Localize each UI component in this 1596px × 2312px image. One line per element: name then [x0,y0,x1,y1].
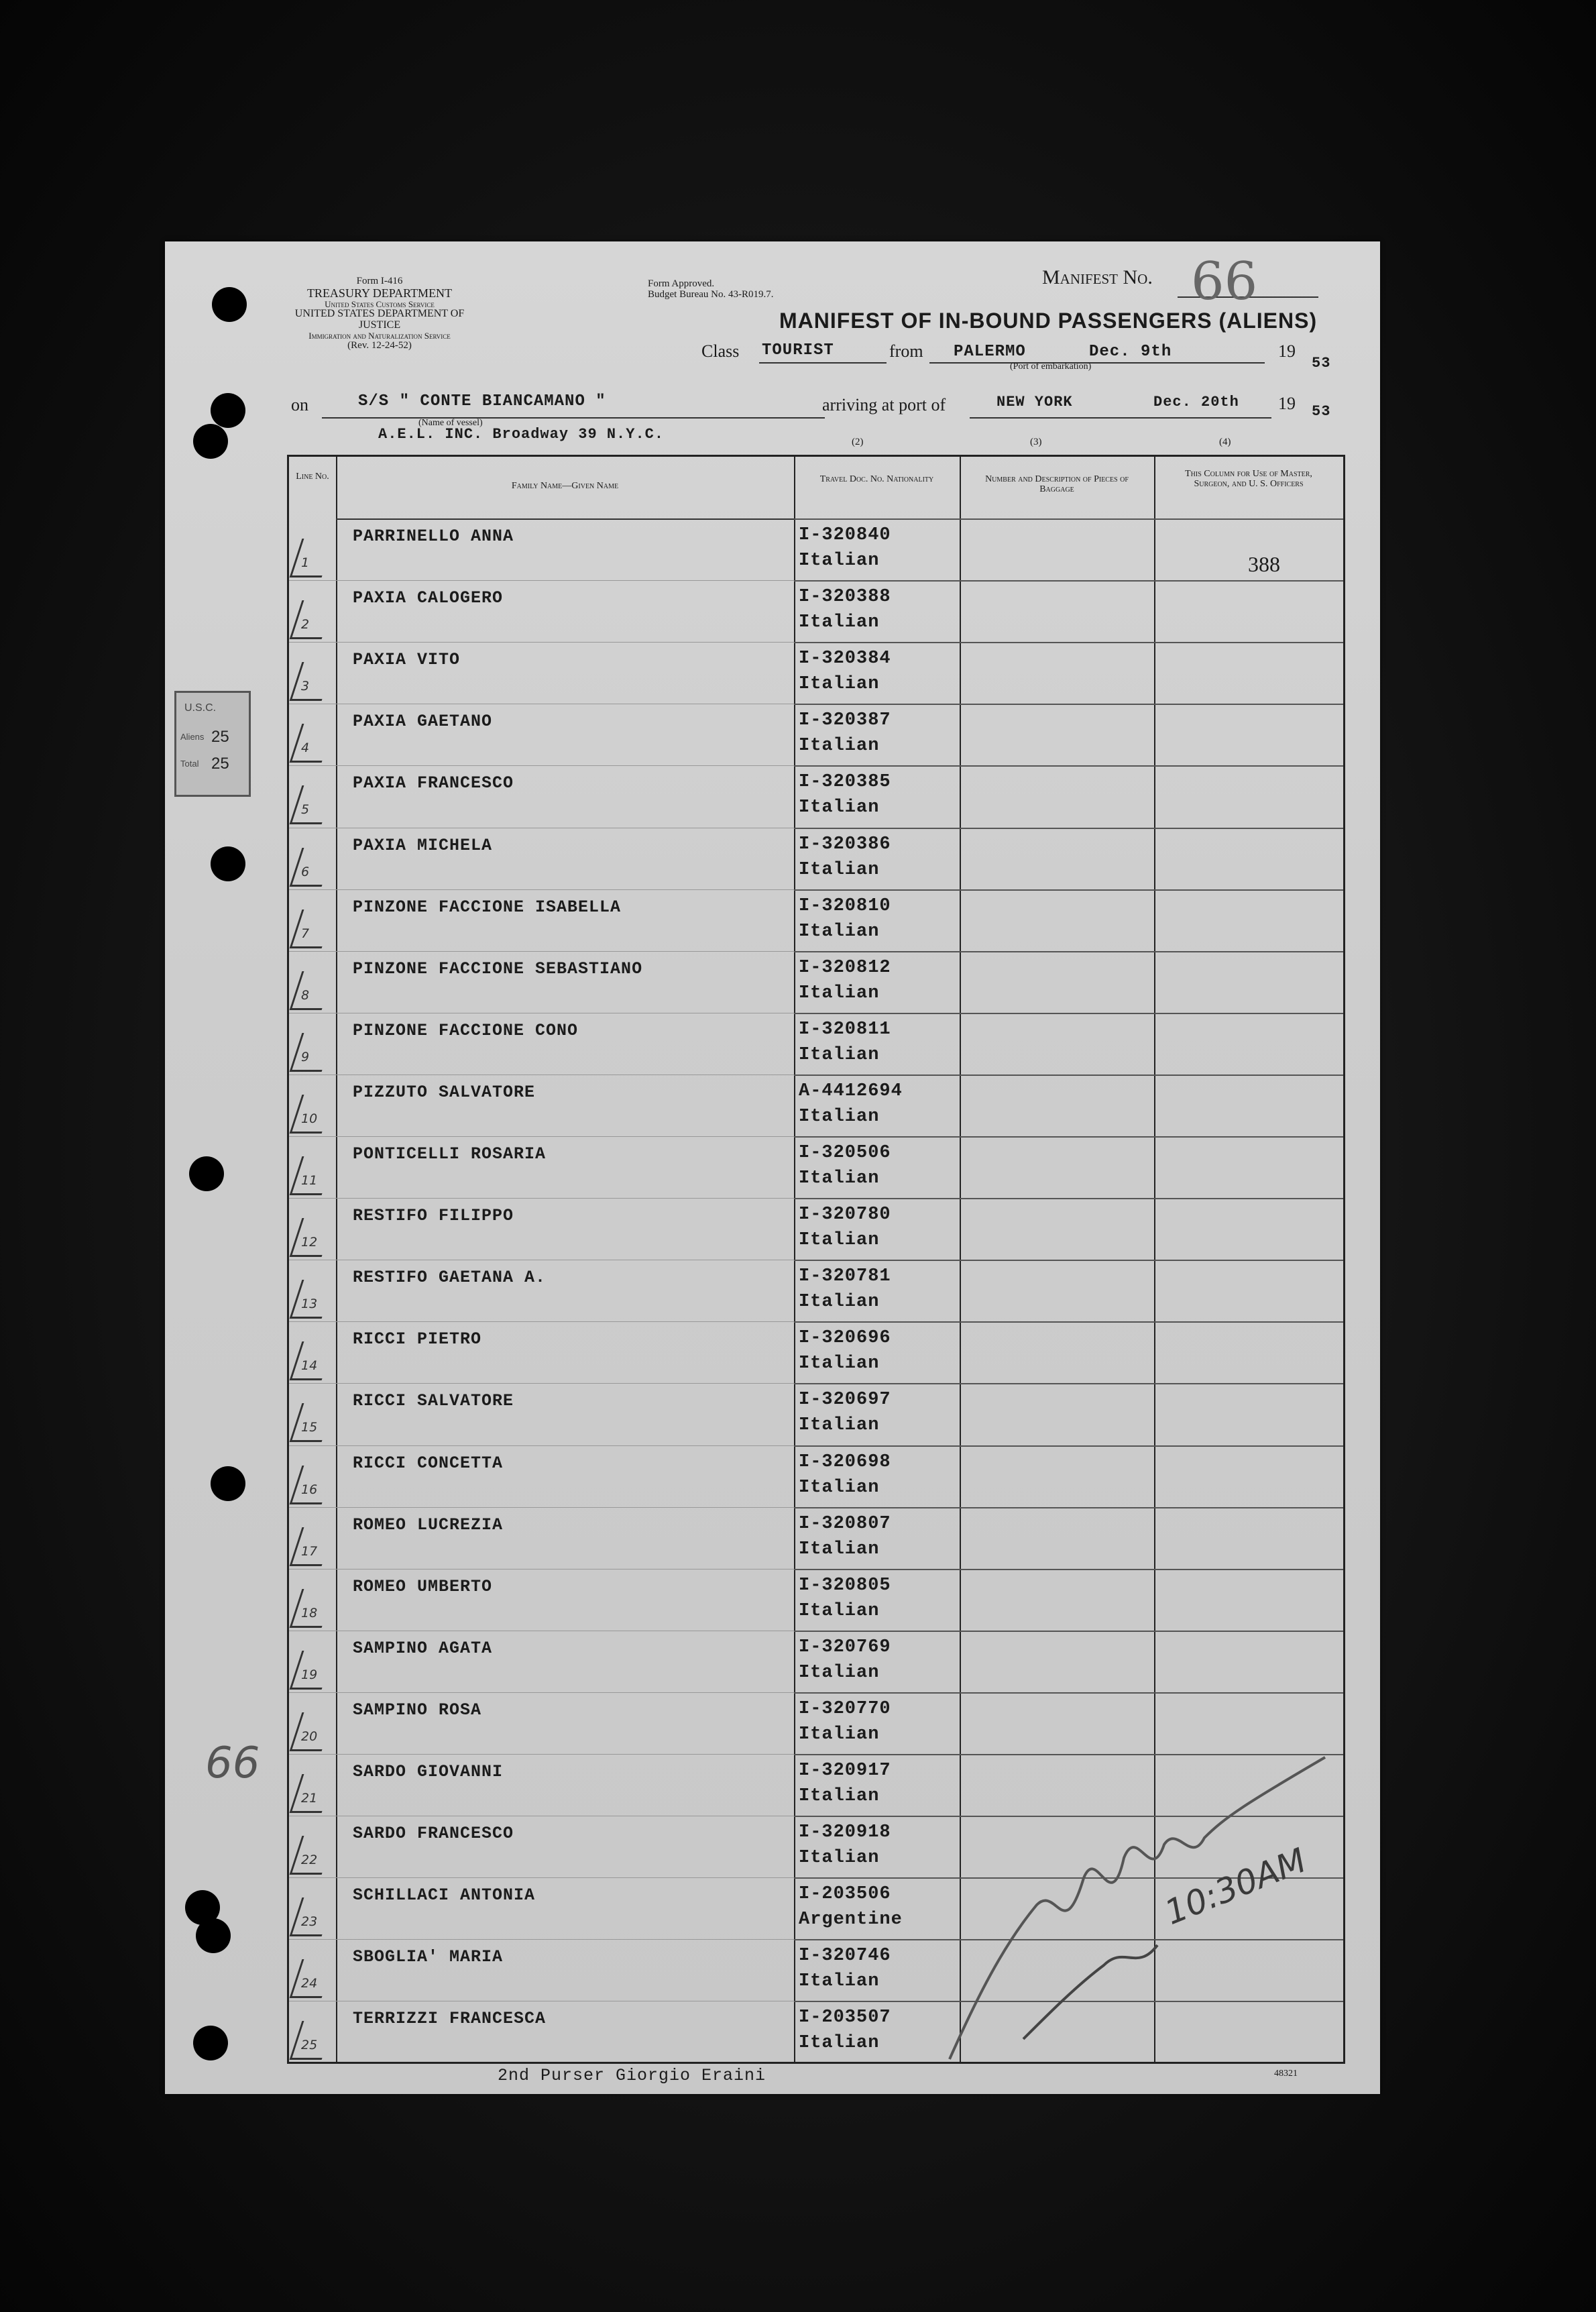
travel-doc-number: I-320805 [799,1575,891,1596]
col-header-officers: This Column for Use of Master, Surgeon, and U. S. Officers [1185,469,1312,490]
travel-doc-number: I-203506 [799,1884,891,1905]
manifest-no-label: Manifest No. [1042,266,1153,288]
nationality: Italian [799,1292,880,1313]
table-row [289,889,1343,952]
check-mark-icon [290,539,335,577]
travel-doc-number: I-320387 [799,710,891,731]
nationality: Italian [799,797,880,818]
table-row [289,1383,1343,1445]
form-number: Form I-416 [356,276,403,286]
col-header-travel-doc: Travel Doc. No. Nationality [819,474,934,484]
nationality: Italian [799,1106,880,1127]
binder-hole [211,393,245,428]
col-header-baggage: Number and Description of Pieces of Baggage [985,474,1129,495]
table-row [289,642,1343,704]
line-number: 8 [301,987,310,1003]
line-number: 6 [301,864,310,879]
line-number: 10 [301,1111,318,1126]
line-number: 25 [301,2038,318,2053]
check-mark-icon [290,600,335,639]
travel-doc-number: I-320780 [799,1205,891,1225]
table-row [289,828,1343,890]
line-number: 2 [301,617,310,632]
passenger-name: PAXIA FRANCESCO [353,773,514,793]
col-num-3: (3) [1030,437,1042,447]
year-prefix: 19 [1278,341,1296,361]
binder-hole [211,1466,245,1501]
line-number: 9 [301,1049,310,1064]
check-mark-icon [290,910,335,948]
table-row [289,951,1343,1013]
line-number: 22 [301,1853,318,1868]
travel-doc-number: I-320388 [799,587,891,608]
line-number: 19 [301,1667,318,1682]
table-row [289,1569,1343,1631]
check-mark-icon [290,662,335,701]
travel-doc-number: I-203507 [799,2007,891,2028]
revision-date: (Rev. 12-24-52) [347,339,412,351]
customs-service: United States Customs Service [325,298,435,309]
port-of-embarkation: PALERMO [954,343,1026,361]
line-number: 14 [301,1358,318,1374]
travel-doc-number: I-320385 [799,772,891,793]
justice-dept: UNITED STATES DEPARTMENT OF JUSTICE [294,308,465,331]
nationality: Italian [799,736,880,757]
year-embark: 53 [1312,355,1331,372]
passenger-name: PAXIA MICHELA [353,835,493,855]
travel-doc-number: I-320812 [799,957,891,978]
line-number: 3 [301,679,310,694]
manifest-page: Form I-416 TREASURY DEPARTMENT United States Customs Service UNITED STATES DEPARTMENT OF JUSTICE Immigration and Naturalization Service (Rev. 12-24-52) Form Approved. Budget Bureau No. 43-R019.7. Manifest No. 66 MANIFEST OF IN-BOUND PASSENGERS (ALIENS) Class TOURIST from PALERMO Dec. 9th (Port of embarkation) 19 53 on S/S " CONTE BIANCAMANO " (Name of vessel) arriving at port of NEW YORK Dec. 20th 19 53 A.E.L. INC. Broadway 39 N.Y.C. (2) (3) (4) Line No. Family Name—Given Name Travel Doc. No. Nationality Number and Description of Pieces of Baggage This Column for Use of Master, Surgeon, and U. S. Officers 1 PARRINELLO ANNA I-320840 Italian 2 PAXIA CALOGERO I-320388 Italian 3 PAXIA VITO I-320384 Italian 4 PAXIA GAETANO I-320387 Italian 5 PAXIA FRANCESCO I-320385 Italian 6 PAXIA MICHELA I-320386 Italian 7 PINZONE FACCIONE ISABELLA I-320810 Italian 8 PINZONE FACCIONE SEBASTIANO I-320812 Italian 9 PINZONE FACCIONE CONO I-320811 Italian 10 PIZZUTO SALVATORE A-4412694 Italian 11 PONTICELLI ROSARIA I-320506 Italian 12 RESTIFO FILIPPO I-320780 Italian 13 RESTIFO GAETANA A. I-320781 Italian 14 RICCI PIETRO I-320696 Italian 15 RICCI SALVATORE I-320697 Italian 16 RICCI CONCETTA I-320698 Italian 17 ROMEO LUCREZIA I-320807 Italian 18 ROMEO UMBERTO I-320805 Italian 19 SAMPINO AGATA I-320769 Italian 20 SAMPINO ROSA I-320770 Italian 21 SARDO GIOVANNI I-320917 Italian 22 SARDO FRANCESCO I-320918 Italian 23 SCHILLACI ANTONIA I-203506 Argentine 24 SBOGLIA' MARIA I-320746 Italian 25 TERRIZZI FRANCESCA I-203507 Italian 388 U.S.C. Aliens 25 Total 25 66 10:30AM 2nd Purser Giorgio Eraini 48321 [165,241,1380,2094]
passenger-name: RICCI SALVATORE [353,1391,514,1411]
check-mark-icon [290,1033,335,1072]
table-row [289,518,1343,581]
arrival-date: Dec. 20th [1153,394,1239,410]
margin-number: 66 [205,1739,260,1788]
table-row [289,1260,1343,1322]
passenger-name: PIZZUTO SALVATORE [353,1082,536,1102]
line-number: 5 [301,802,310,818]
travel-doc-number: I-320917 [799,1761,891,1781]
passenger-name: RICCI PIETRO [353,1329,482,1350]
passenger-name: RICCI CONCETTA [353,1453,504,1473]
passenger-name: SCHILLACI ANTONIA [353,1885,536,1906]
table-row [289,1631,1343,1693]
nationality: Italian [799,1415,880,1436]
vessel-caption: (Name of vessel) [418,418,483,428]
form-header-left [279,276,480,351]
line-number: 7 [301,926,310,941]
arrival-port: NEW YORK [996,394,1073,410]
binder-hole [196,1918,231,1953]
line-number: 11 [301,1173,318,1188]
check-mark-icon [290,848,335,887]
on-label: on [291,395,308,415]
passenger-name: SAMPINO ROSA [353,1700,482,1720]
ins-service: Immigration and Naturalization Service [308,330,451,341]
embark-caption: (Port of embarkation) [1010,362,1092,372]
nationality: Italian [799,1848,880,1869]
table-row [289,1445,1343,1508]
line-number: 20 [301,1728,318,1744]
line-number: 23 [301,1914,318,1930]
nationality: Italian [799,859,880,880]
class-label: Class [701,341,740,361]
passenger-name: PONTICELLI ROSARIA [353,1144,547,1164]
travel-doc-number: I-320506 [799,1143,891,1163]
arriving-label: arriving at port of [822,395,946,415]
officer-signature [923,1744,1338,2066]
passenger-name: SARDO GIOVANNI [353,1762,504,1781]
manifest-title: MANIFEST OF IN-BOUND PASSENGERS (ALIENS) [779,309,1318,333]
nationality: Italian [799,1662,880,1683]
nationality: Italian [799,1354,880,1374]
passenger-name: ROMEO UMBERTO [353,1576,493,1596]
line-number: 4 [301,740,310,756]
line-number: 16 [301,1482,318,1497]
nationality: Italian [799,983,880,1003]
travel-doc-number: I-320807 [799,1513,891,1534]
line-number: 15 [301,1420,318,1435]
passenger-name: RESTIFO GAETANA A. [353,1268,547,1288]
table-row [289,1321,1343,1384]
year-arrival: 53 [1312,403,1331,420]
table-row [289,765,1343,828]
shipping-agent: A.E.L. INC. Broadway 39 N.Y.C. [378,426,665,443]
line-number: 1 [301,555,310,570]
table-row [289,1507,1343,1570]
passenger-name: PINZONE FACCIONE ISABELLA [353,897,622,917]
table-row [289,580,1343,643]
col-header-line-no: Line No. [296,472,329,482]
vessel-name: S/S " CONTE BIANCAMANO " [358,392,606,410]
arrival-time-note: 10:30AM [1159,1840,1312,1932]
check-mark-icon [290,724,335,763]
line-number: 21 [301,1791,318,1806]
travel-doc-number: I-320770 [799,1698,891,1719]
manifest-number: 66 [1191,252,1258,312]
form-code: 48321 [1274,2069,1298,2079]
form-approval: Form Approved. Budget Bureau No. 43-R019.7. [648,278,774,300]
treasury-dept: TREASURY DEPARTMENT [306,286,453,300]
binder-hole [193,424,228,459]
passenger-name: PINZONE FACCIONE CONO [353,1020,579,1040]
travel-doc-number: I-320918 [799,1822,891,1843]
nationality: Italian [799,1477,880,1498]
binder-hole [189,1156,224,1191]
nationality: Italian [799,1230,880,1251]
passenger-name: PAXIA VITO [353,650,461,670]
travel-doc-number: I-320810 [799,895,891,916]
table-row [289,1013,1343,1075]
purser-signature: 2nd Purser Giorgio Eraini [498,2066,766,2085]
passenger-name: SAMPINO AGATA [353,1638,493,1658]
line-number: 24 [301,1976,318,1991]
travel-doc-number: I-320697 [799,1390,891,1411]
nationality: Italian [799,2033,880,2054]
passenger-name: PAXIA GAETANO [353,712,493,732]
travel-doc-number: I-320386 [799,834,891,855]
table-row [289,704,1343,766]
class-value: TOURIST [762,341,834,360]
nationality: Italian [799,921,880,942]
travel-doc-number: I-320769 [799,1637,891,1657]
nationality: Italian [799,1971,880,1992]
nationality: Italian [799,551,880,571]
passenger-name: PARRINELLO ANNA [353,527,514,546]
binder-hole [212,287,247,322]
passenger-name: PAXIA CALOGERO [353,588,504,608]
nationality: Italian [799,1168,880,1189]
officer-note: 388 [1248,552,1280,576]
nationality: Italian [799,674,880,695]
binder-hole [193,2026,228,2060]
nationality: Italian [799,1044,880,1065]
passenger-name: SBOGLIA' MARIA [353,1947,504,1967]
table-row [289,1075,1343,1137]
nationality: Argentine [799,1910,903,1930]
check-mark-icon [290,785,335,824]
travel-doc-number: I-320384 [799,649,891,669]
nationality: Italian [799,1786,880,1806]
line-number: 18 [301,1605,318,1620]
travel-doc-number: I-320698 [799,1451,891,1472]
nationality: Italian [799,1539,880,1559]
nationality: Italian [799,1600,880,1621]
col-header-name: Family Name—Given Name [511,481,619,491]
travel-doc-number: I-320696 [799,1328,891,1349]
travel-doc-number: I-320781 [799,1266,891,1287]
binder-hole [211,846,245,881]
line-number: 12 [301,1235,318,1250]
from-label: from [889,341,923,361]
travel-doc-number: I-320746 [799,1946,891,1967]
nationality: Italian [799,1724,880,1745]
passenger-name: SARDO FRANCESCO [353,1824,514,1844]
col-num-2: (2) [852,437,864,447]
table-row [289,1198,1343,1260]
table-row [289,1136,1343,1199]
passenger-name: ROMEO LUCREZIA [353,1515,504,1535]
line-number: 13 [301,1297,318,1312]
passenger-name: RESTIFO FILIPPO [353,1206,514,1226]
travel-doc-number: A-4412694 [799,1081,903,1101]
line-number: 17 [301,1543,318,1559]
nationality: Italian [799,612,880,633]
passenger-name: PINZONE FACCIONE SEBASTIANO [353,958,643,979]
col-num-4: (4) [1219,437,1231,447]
travel-doc-number: I-320811 [799,1019,891,1040]
embarkation-date: Dec. 9th [1089,343,1172,361]
check-mark-icon [290,971,335,1010]
inspection-stamp: U.S.C. Aliens 25 Total 25 [174,691,251,797]
passenger-name: TERRIZZI FRANCESCA [353,2009,547,2029]
travel-doc-number: I-320840 [799,525,891,545]
